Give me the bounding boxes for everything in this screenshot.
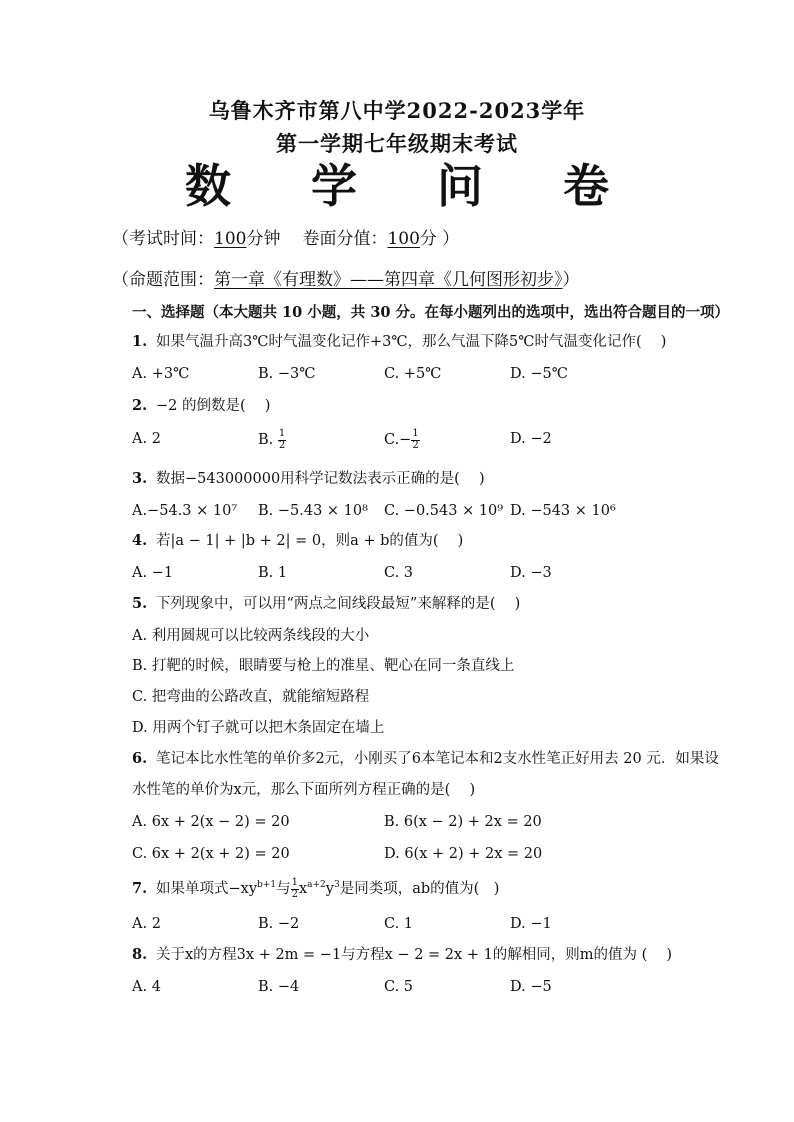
question-5	[132, 597, 520, 612]
option-d: D. 6(x + 2) + 2x = 20	[384, 846, 543, 862]
option-c: C. 6x + 2(x + 2) = 20	[132, 846, 290, 862]
question-6-continued: 水性笔的单价为x元，那么下面所列方程正确的是( )	[132, 782, 476, 798]
exam-title: 数 学 问 卷	[184, 159, 642, 213]
option-a: A. 6x + 2(x − 2) = 20	[132, 814, 290, 830]
exam-header-line1: 乌鲁木齐市第八中学2022-2023学年	[208, 98, 586, 123]
option-a: A. 利用圆规可以比较两条线段的大小	[132, 628, 370, 644]
question-number: 1.	[132, 333, 148, 350]
option-d: D. −1	[510, 916, 552, 932]
question-text: 下列现象中，可以用“两点之间线段最短”来解释的是( )	[156, 596, 521, 612]
question-number: 5.	[132, 595, 148, 612]
option-c: C. 把弯曲的公路改直，就能缩短路程	[132, 689, 370, 705]
option-c: C. −0.543 × 10⁹	[384, 503, 504, 519]
option-c: C. 3	[384, 565, 414, 581]
question-4	[132, 534, 463, 549]
question-text: 如果气温升高3℃时气温变化记作+3℃，那么气温下降5℃时气温变化记作( )	[156, 334, 667, 350]
question-number: 6.	[132, 750, 148, 767]
section-heading: 一、选择题（本大题共 10 小题，共 30 分。在每小题列出的选项中，选出符合题目的一项）	[132, 304, 730, 321]
option-b: B. 打靶的时候，眼睛要与枪上的准星、靶心在同一条直线上	[132, 658, 515, 674]
question-2	[132, 399, 270, 414]
option-b: B. 6(x − 2) + 2x = 20	[384, 814, 542, 830]
option-b: B. −5.43 × 10⁸	[258, 503, 368, 519]
exam-time-info: （考试时间：100分钟 卷面分值：100分 ）	[112, 229, 460, 249]
question-8	[132, 948, 672, 963]
question-text: 数据−543000000用科学记数法表示正确的是( )	[156, 471, 485, 487]
option-d: D. 用两个钉子就可以把木条固定在墙上	[132, 720, 385, 736]
question-6	[132, 752, 719, 767]
question-text: 笔记本比水性笔的单价多2元，小刚买了6本笔记本和2支水性笔正好用去 20 元．如果设	[156, 751, 719, 767]
question-text: 关于x的方程3x + 2m = −1与方程x − 2 = 2x + 1的解相同，则m的值为 ( )	[156, 947, 673, 963]
question-7	[132, 878, 499, 900]
question-3	[132, 472, 485, 487]
option-d: D. −2	[510, 431, 552, 447]
exam-scope-info: （命题范围：第一章《有理数》——第四章《几何图形初步》）	[112, 270, 580, 290]
option-b: B. −3℃	[258, 366, 316, 382]
question-1	[132, 335, 666, 350]
option-c: C. +5℃	[384, 366, 442, 382]
option-d: D. −3	[510, 565, 552, 581]
exam-header-line2: 第一学期七年级期末考试	[276, 131, 518, 156]
option-d: D. −5℃	[510, 366, 568, 382]
option-a: A. 4	[132, 979, 161, 995]
option-b: B. $\frac{1}{2}$	[258, 428, 286, 451]
question-number: 4.	[132, 532, 148, 549]
option-a: A.−54.3 × 10⁷	[132, 503, 238, 519]
question-number: 7.	[132, 880, 148, 897]
question-text: 如果单项式$-xy^{b+1}$与 $\frac{1}{2}$ $x^{a+2}y^3$是同类项，ab的值为( )	[156, 877, 500, 900]
option-b: B. 1	[258, 565, 288, 581]
question-text: 若|a − 1| + |b + 2| = 0，则a + b的值为( )	[156, 533, 464, 549]
fraction: $\frac{1}{2}$	[278, 428, 286, 451]
option-a: A. 2	[132, 916, 161, 932]
option-c: C. 5	[384, 979, 414, 995]
option-a: A. 2	[132, 431, 161, 447]
option-d: D. −5	[510, 979, 552, 995]
option-b: B. −2	[258, 916, 300, 932]
question-number: 3.	[132, 470, 148, 487]
option-b: B. −4	[258, 979, 300, 995]
fraction: $\frac{1}{2}$	[291, 877, 298, 900]
option-a: A. +3℃	[132, 366, 190, 382]
option-c: C.− $\frac{1}{2}$	[384, 428, 419, 451]
fraction: $\frac{1}{2}$	[412, 428, 419, 451]
option-c: C. 1	[384, 916, 414, 932]
question-number: 2.	[132, 397, 148, 414]
question-text: −2 的倒数是( )	[156, 398, 271, 414]
option-d: D. −543 × 10⁶	[510, 503, 616, 519]
option-a: A. −1	[132, 565, 174, 581]
question-number: 8.	[132, 946, 148, 963]
